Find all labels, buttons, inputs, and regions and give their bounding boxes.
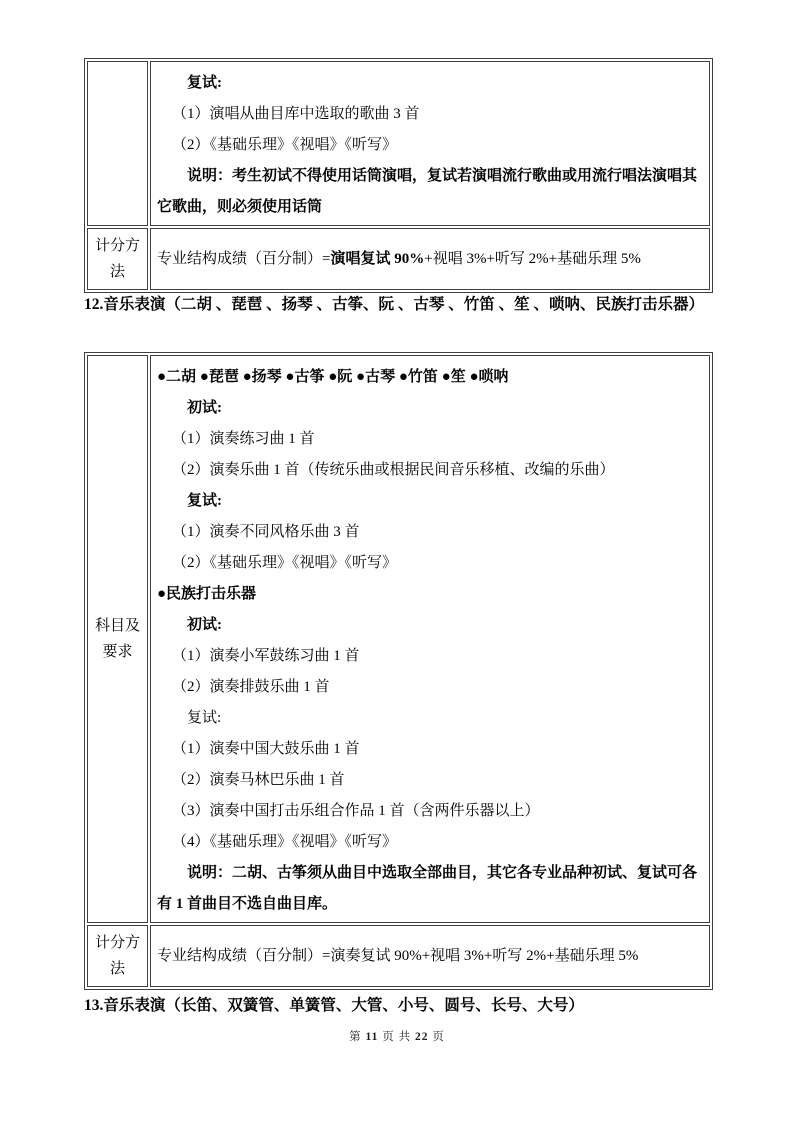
content-line: 复试: (187, 710, 222, 726)
table-row (87, 925, 710, 987)
content-line: （3）演奏中国打击乐组合作品 1 首（含两件乐器以上） (172, 803, 540, 819)
content-line: （1）演奏练习曲 1 首 (172, 431, 315, 447)
table-row (87, 228, 710, 290)
content-line: 初试: (187, 400, 222, 416)
content-line: （2）《基础乐理》《视唱》《听写》 (172, 137, 398, 153)
text-part: 专业结构成绩（百分制）=演奏复试 90%+视唱 3%+听写 2%+基础乐理 5% (157, 948, 639, 964)
content-line: （2）演奏排鼓乐曲 1 首 (172, 679, 330, 695)
score-formula (150, 228, 710, 290)
text-part: +视唱 3%+听写 2%+基础乐理 5% (424, 251, 641, 267)
subjects-requirements-header: 科目及要求 (87, 355, 148, 923)
content-line: （4）《基础乐理》《视唱》《听写》 (172, 834, 398, 850)
text-part: 第 (349, 1031, 366, 1043)
content-line: ●二胡 ●琵琶 ●扬琴 ●古筝 ●阮 ●古琴 ●竹笛 ●笙 ●唢呐 (157, 369, 509, 385)
section-heading-12: 12.音乐表演（二胡 、琵琶 、扬琴 、古筝、阮 、古琴 、竹笛 、笙 、唢呐、民族打击乐器） (84, 296, 705, 313)
content-line: （2）演奏乐曲 1 首（传统乐曲或根据民间音乐移植、改编的乐曲） (172, 462, 615, 478)
text-part: 页 共 (378, 1031, 415, 1043)
content-line: （1）演唱从曲目库中选取的歌曲 3 首 (172, 106, 420, 122)
exam-requirements-cell (150, 355, 710, 923)
exam-requirements-cell (150, 61, 710, 226)
text-part: 22 (415, 1031, 429, 1043)
text-part: 11 (365, 1031, 379, 1043)
text-part: 页 (428, 1031, 445, 1043)
content-line: （1）演奏小军鼓练习曲 1 首 (172, 648, 360, 664)
score-method-header: 计分方法 (87, 925, 148, 987)
content-line: 复试: (187, 493, 222, 509)
folk-instruments-exam-table (84, 352, 713, 990)
content-line: 说明：二胡、古筝须从曲目中选取全部曲目，其它各专业品种初试、复试可各有 1 首曲目不选自曲目库。 (157, 865, 698, 912)
table-row (87, 355, 710, 923)
vocal-exam-table (84, 58, 713, 293)
score-formula (150, 925, 710, 987)
content-line: 复试: (187, 75, 222, 91)
content-line: （1）演奏不同风格乐曲 3 首 (172, 524, 360, 540)
page-number-footer (0, 1028, 794, 1044)
score-method-header: 计分方法 (87, 228, 148, 290)
content-line: （2）演奏马林巴乐曲 1 首 (172, 772, 345, 788)
text-part: 专业结构成绩（百分制）= (157, 251, 331, 267)
content-line: （2）《基础乐理》《视唱》《听写》 (172, 555, 398, 571)
content-line: 初试: (187, 617, 222, 633)
section-heading-13: 13.音乐表演（长笛、双簧管、单簧管、大管、小号、圆号、长号、大号） (84, 997, 584, 1014)
row-header-empty (87, 61, 148, 226)
table-row (87, 61, 710, 226)
content-line: ●民族打击乐器 (157, 586, 257, 602)
text-part: 演唱复试 90% (330, 251, 425, 267)
content-line: （1）演奏中国大鼓乐曲 1 首 (172, 741, 360, 757)
content-line: 说明：考生初试不得使用话筒演唱，复试若演唱流行歌曲或用流行唱法演唱其它歌曲，则必须使用话筒 (157, 168, 698, 215)
